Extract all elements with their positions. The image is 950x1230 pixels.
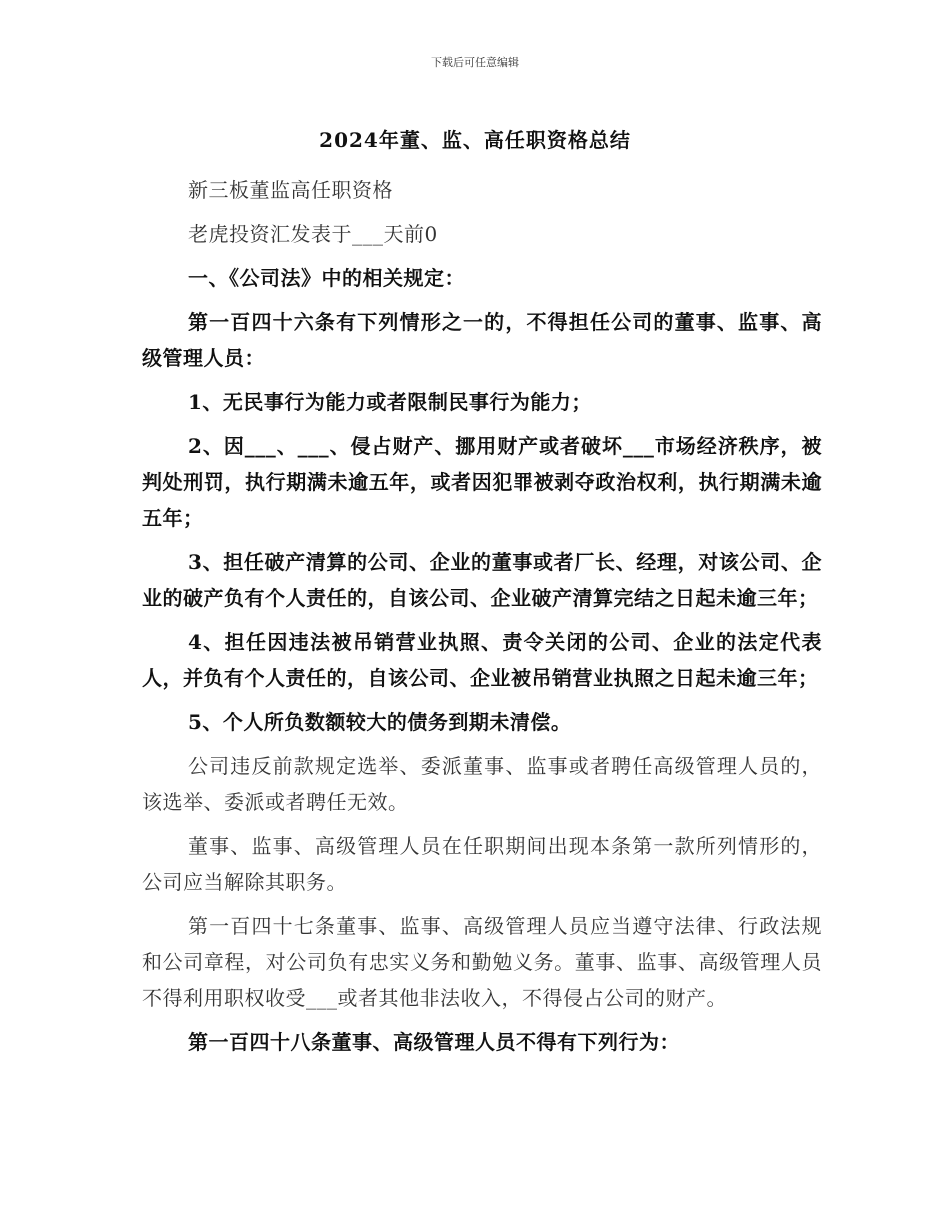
paragraph: 第一百四十六条有下列情形之一的，不得担任公司的董事、监事、高级管理人员：	[142, 310, 822, 370]
paragraph: 第一百四十七条董事、监事、高级管理人员应当遵守法律、行政法规和公司章程，对公司负有忠实义务和勤勉义务。董事、监事、高级管理人员不得利用职权收受___或者其他非法收入，不得侵占公司的财产。	[142, 914, 822, 1010]
paragraph: 3、担任破产清算的公司、企业的董事或者厂长、经理，对该公司、企业的破产负有个人责任的，自该公司、企业破产清算完结之日起未逾三年；	[142, 550, 822, 610]
paragraph: 董事、监事、高级管理人员在任职期间出现本条第一款所列情形的，公司应当解除其职务。	[142, 834, 822, 894]
paragraph: 第一百四十八条董事、高级管理人员不得有下列行为：	[188, 1030, 680, 1054]
paragraph: 4、担任因违法被吊销营业执照、责令关闭的公司、企业的法定代表人，并负有个人责任的，自该公司、企业被吊销营业执照之日起未逾三年；	[142, 630, 822, 690]
page-header: 下载后可任意编辑	[431, 56, 519, 69]
paragraph: 老虎投资汇发表于___天前0	[188, 222, 438, 246]
paragraph: 一、《公司法》中的相关规定：	[188, 266, 465, 290]
document-body	[142, 172, 822, 1068]
paragraph: 2、因___、___、侵占财产、挪用财产或者破坏___市场经济秩序，被判处刑罚，执行期满未逾五年，或者因犯罪被剥夺政治权利，执行期满未逾五年；	[142, 434, 822, 530]
document-title: 2024年董、监、高任职资格总结	[319, 128, 631, 152]
paragraph: 1、无民事行为能力或者限制民事行为能力；	[188, 390, 592, 414]
paragraph: 新三板董监高任职资格	[188, 178, 393, 202]
paragraph: 公司违反前款规定选举、委派董事、监事或者聘任高级管理人员的，该选举、委派或者聘任无效。	[142, 754, 822, 814]
paragraph: 5、个人所负数额较大的债务到期未清偿。	[188, 710, 572, 734]
